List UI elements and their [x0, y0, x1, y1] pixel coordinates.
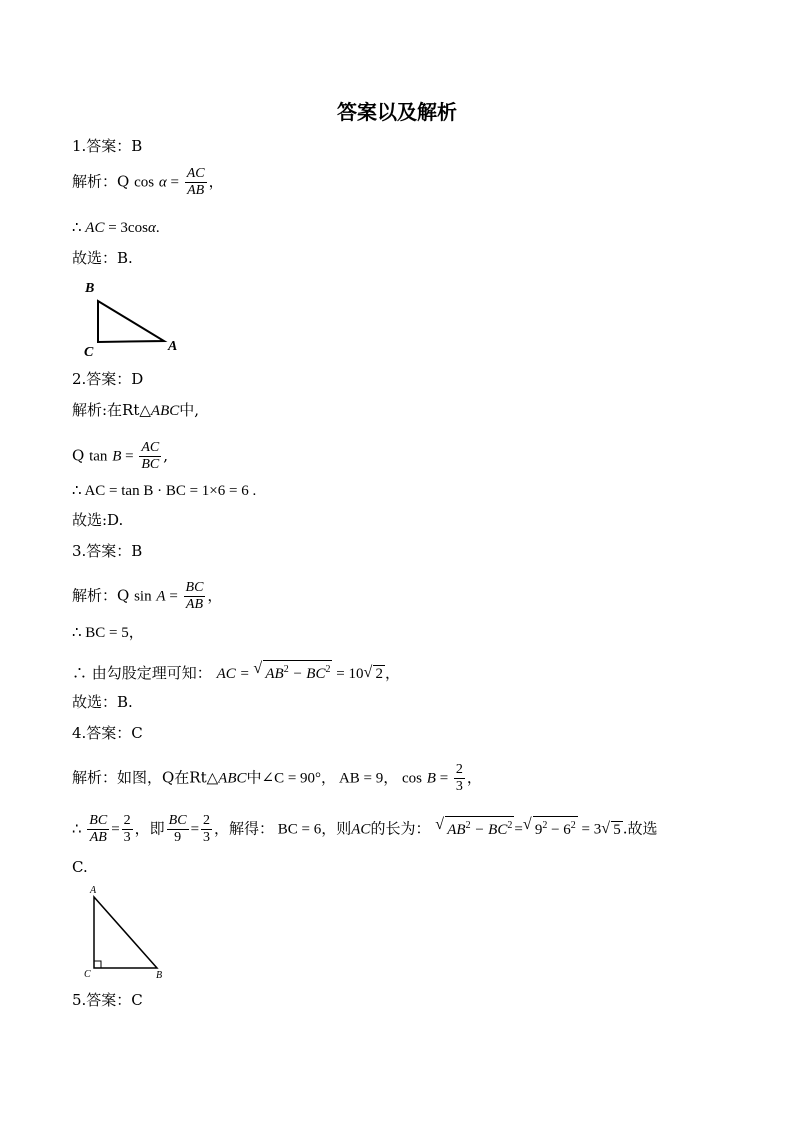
q4-sup4: 2: [570, 819, 576, 831]
q4-f4-den: 3: [203, 830, 211, 845]
q2-b: B: [112, 448, 122, 465]
q2-tan-line: [72, 440, 168, 473]
q4-frac2: [122, 813, 133, 846]
q3-sup-a: 2: [283, 664, 289, 675]
q1-therefore: ∴: [72, 220, 86, 236]
q2-prefix: 解析:在Rt△: [72, 401, 151, 419]
q4-ji: ，即: [134, 819, 165, 838]
q3-answer: 3.答案：B: [72, 542, 143, 560]
q4-f3-num: BC: [168, 813, 187, 828]
q4-analysis: [72, 762, 482, 795]
q1-cos: cos: [134, 174, 155, 191]
q1-triangle: [98, 301, 164, 342]
q1-alpha: α: [158, 174, 167, 191]
q2-analysis: [72, 400, 199, 421]
q4-right-angle-mark: [94, 961, 101, 968]
q3-bc-line: ∴ BC = 5，: [72, 625, 144, 641]
q2-tan: tan: [89, 448, 108, 465]
q1-analysis: [72, 166, 224, 199]
q3-prefix: 解析：Q: [72, 586, 130, 605]
q2-frac-den: BC: [141, 457, 160, 472]
q3-frac-num: BC: [185, 580, 204, 595]
q4-triangle-figure: [82, 882, 172, 982]
q1-frac-num: AC: [186, 166, 205, 181]
q4-frac4: [201, 813, 212, 846]
q3-tail: ，: [384, 664, 400, 682]
q3-result: = 10: [332, 666, 364, 682]
q4-sup2: 2: [507, 819, 513, 831]
q4-f2-num: 2: [123, 813, 131, 828]
q4-res: = 3: [577, 821, 602, 838]
q4-f3-den: 9: [174, 830, 182, 845]
q4-c-line: C.: [72, 858, 88, 876]
q3-frac-den: AB: [185, 597, 204, 612]
q4-tail: .故选: [622, 819, 658, 838]
q1-comma: ，: [208, 172, 224, 191]
q4-b: B: [426, 770, 436, 787]
q4-therefore: ∴: [72, 821, 86, 838]
q4-label-a: A: [90, 885, 97, 896]
q3-sqrt2: √ 2: [363, 664, 383, 682]
q2-therefore: ∴ AC = tan B · BC = 1×6 = 6 .: [72, 483, 257, 499]
q4-f1-num: BC: [89, 813, 108, 828]
q4-frac-num: 2: [455, 762, 463, 777]
q1-label-a: A: [168, 339, 178, 354]
q1-triangle-figure: [78, 278, 188, 358]
q2-frac-num: AC: [141, 440, 160, 455]
q4-mid: 中∠C = 90°， AB = 9， cos: [246, 770, 422, 787]
q4-f1-den: AB: [89, 830, 107, 845]
q4-root5: 5: [613, 821, 621, 838]
q4-fraction: [454, 762, 465, 795]
q4-sqrt2: √ $9^2 - 6^2$: [522, 815, 576, 838]
q4-eq: =: [435, 770, 452, 787]
q4-ac: AC: [351, 821, 371, 838]
q1-ac: AC: [85, 220, 105, 236]
q2-zhong: 中,: [179, 401, 200, 419]
q4-sup1: 2: [465, 819, 471, 831]
q4-r2b: − 6: [547, 821, 571, 838]
q3-pyth-line: [72, 660, 400, 684]
q4-f4-num: 2: [203, 813, 211, 828]
q3-choose: 故选：B.: [72, 693, 133, 711]
q4-answer: 4.答案：C: [72, 724, 143, 742]
q1-choose: 故选：B.: [72, 249, 133, 267]
q1-answer: 1.答案：B: [72, 137, 143, 155]
q3-root2: 2: [375, 666, 383, 682]
q4-frac1: [87, 813, 109, 846]
q1-rhs: = 3cos: [104, 220, 148, 236]
q2-fraction: [139, 440, 161, 473]
q3-sqrt: √ $AB^2 - BC^2$: [253, 660, 331, 682]
q4-sqrt1: √ $AB^2 - BC^2$: [435, 815, 513, 838]
q3-comma: ，: [207, 586, 223, 605]
q4-triangle: [94, 897, 157, 968]
q4-solution-line: ∴ $\frac{BC}{AB}$ = $\frac{2}{3}$ ，即 $\frac{BC}{9}$ = $\frac{2}{3}$ ，解得： BC = 6，则AC的长为： √ $AB^2 - BC^2$ = √ $9^2 - 6^2 = 3$ √ 5 .故选: [72, 813, 658, 845]
q1-eq: =: [166, 174, 183, 191]
q3-eq: =: [165, 588, 182, 605]
q2-tri: ABC: [150, 403, 180, 419]
q2-q: Q: [72, 446, 85, 465]
q1-fraction: [185, 166, 207, 199]
q2-choose: 故选:D.: [72, 511, 124, 529]
q4-label-c: C: [84, 969, 91, 980]
q3-fraction: [184, 580, 206, 613]
q2-eq: =: [121, 448, 138, 465]
q4-comma: ，: [466, 768, 482, 787]
q1-frac-den: AB: [187, 183, 205, 198]
q4-frac3: [167, 813, 189, 846]
q3-rad-bc: − BC: [288, 666, 326, 682]
q4-tri: ABC: [218, 770, 247, 787]
q3-sin: sin: [134, 588, 152, 605]
q3-pyth-prefix: ∴ 由勾股定理可知：: [72, 664, 212, 682]
q4-r1b: − BC: [470, 821, 508, 838]
q4-jiede: ，解得： BC = 6，则: [214, 821, 352, 838]
q4-r1: AB: [447, 821, 466, 838]
q1-prefix: 解析：Q: [72, 172, 130, 191]
q4-chang: 的长为：: [370, 819, 431, 838]
q3-ac: AC =: [216, 666, 254, 682]
q1-therefore-line: [72, 218, 160, 238]
q1-period: .: [155, 220, 160, 236]
q4-f2-den: 3: [123, 830, 131, 845]
page-title: 答案以及解析: [337, 100, 457, 124]
q4-sup3: 2: [542, 819, 548, 831]
q5-answer: 5.答案：C: [72, 991, 143, 1009]
q1-alpha-2: α: [147, 220, 156, 236]
q3-analysis: [72, 580, 222, 613]
q3-a: A: [156, 588, 166, 605]
q4-sqrt3: √ 5: [601, 819, 621, 838]
q4-label-b: B: [156, 970, 163, 981]
q4-frac-den: 3: [455, 779, 463, 794]
q3-sup-b: 2: [325, 664, 331, 675]
q1-label-b: B: [85, 281, 95, 296]
q1-label-c: C: [84, 345, 94, 358]
q4-prefix: 解析：如图，Q在Rt△: [72, 768, 219, 787]
q4-r2: 9: [534, 821, 543, 838]
q2-answer: 2.答案：D: [72, 370, 144, 388]
q2-comma: ,: [163, 446, 169, 465]
q3-rad-ab: AB: [265, 666, 284, 682]
